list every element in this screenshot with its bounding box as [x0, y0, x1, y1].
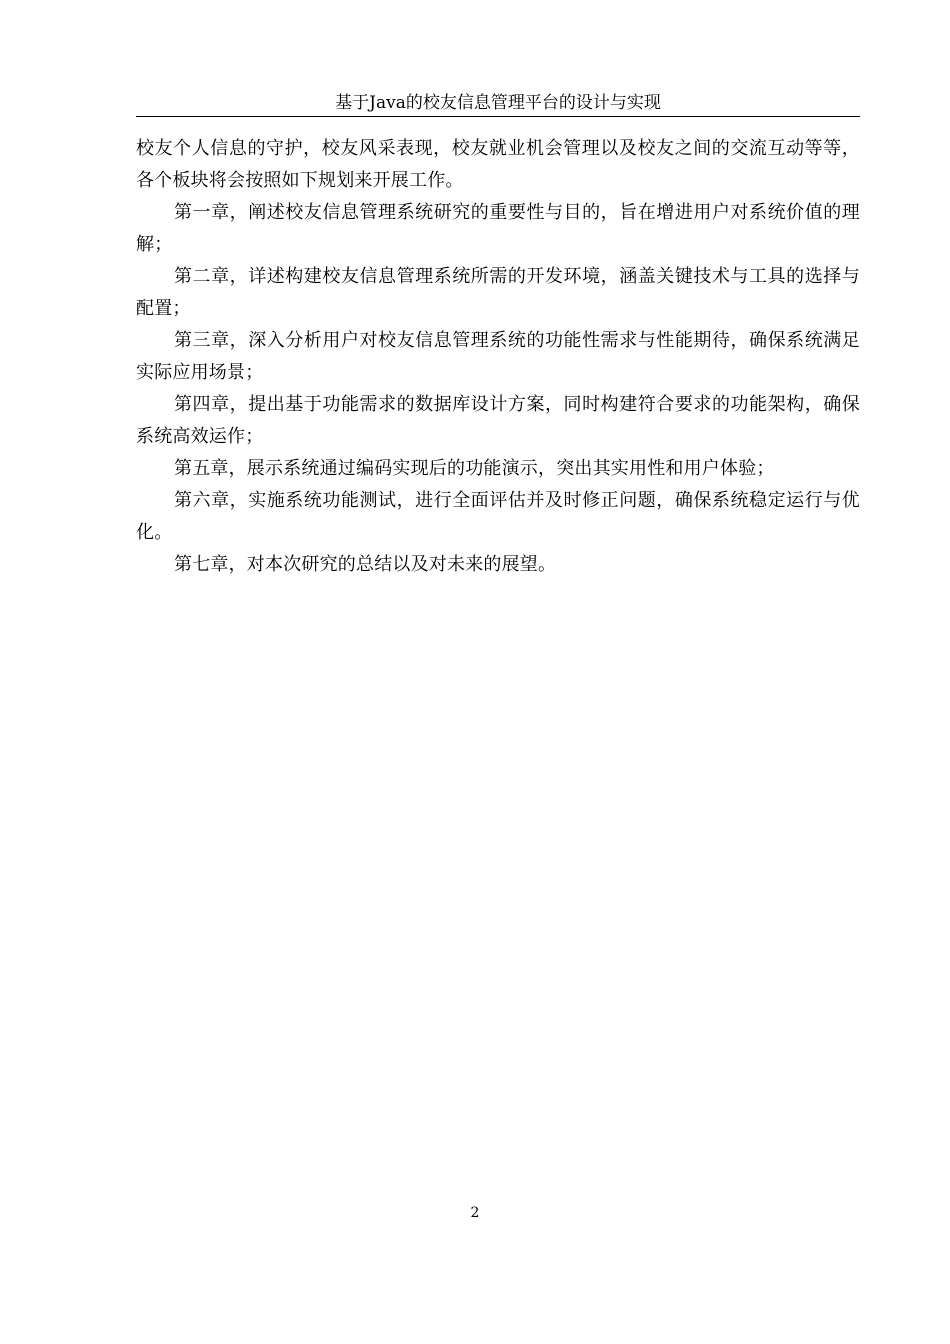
paragraph-chapter-7: 第七章，对本次研究的总结以及对未来的展望。 — [174, 554, 557, 575]
page-number: 2 — [470, 1205, 480, 1221]
paragraph-chapter-2: 第二章，详述构建校友信息管理系统所需的开发环境，涵盖关键技术与工具的选择与配置； — [136, 266, 860, 319]
paragraph-continuation: 校友个人信息的守护，校友风采表现，校友就业机会管理以及校友之间的交流互动等等，各个板块将会按照如下规划来开展工作。 — [136, 138, 860, 191]
paragraph-chapter-3: 第三章，深入分析用户对校友信息管理系统的功能性需求与性能期待，确保系统满足实际应用场景； — [136, 330, 860, 383]
paragraph-chapter-4: 第四章，提出基于功能需求的数据库设计方案，同时构建符合要求的功能架构，确保系统高效运作； — [136, 394, 860, 447]
paragraph-chapter-1: 第一章，阐述校友信息管理系统研究的重要性与目的，旨在增进用户对系统价值的理解； — [136, 202, 860, 255]
paragraph-chapter-5: 第五章，展示系统通过编码实现后的功能演示，突出其实用性和用户体验； — [174, 458, 775, 479]
header-title: 基于Java的校友信息管理平台的设计与实现 — [335, 93, 661, 113]
page-header — [136, 92, 860, 117]
paragraph-chapter-6: 第六章，实施系统功能测试，进行全面评估并及时修正问题，确保系统稳定运行与优化。 — [136, 490, 860, 543]
document-body — [136, 133, 860, 581]
